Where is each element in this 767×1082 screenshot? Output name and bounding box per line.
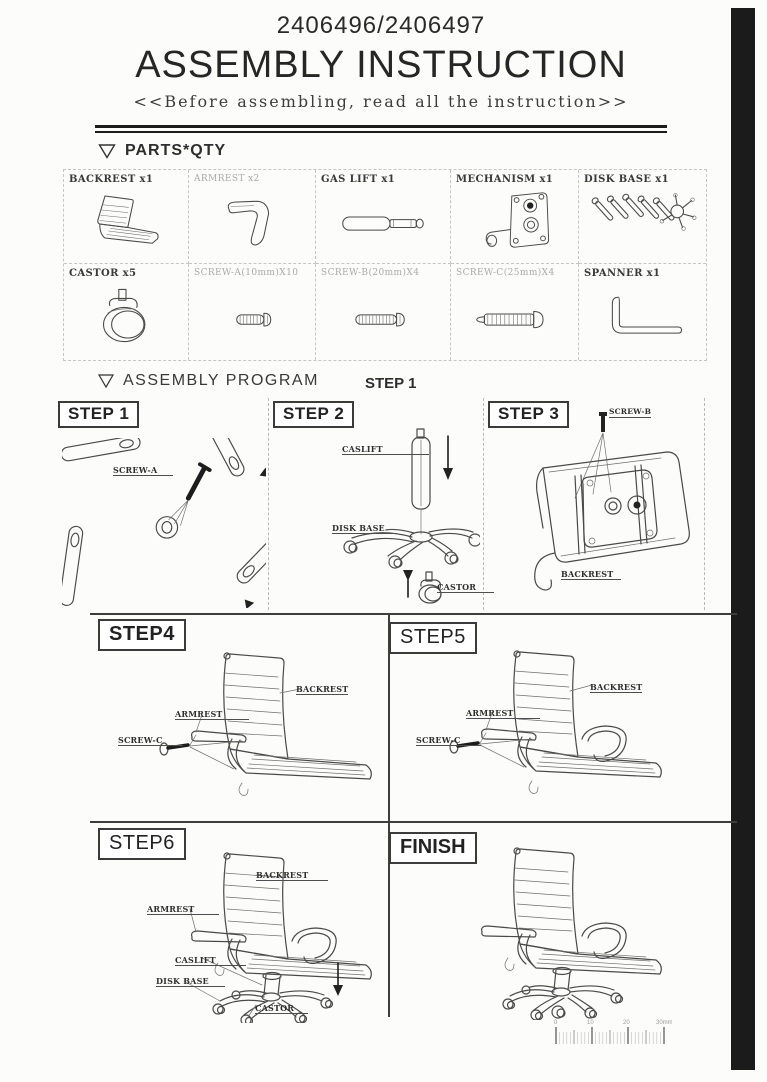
part-cell-screw-b: [316, 264, 451, 360]
parts-heading-label: PARTS*QTY: [125, 142, 227, 159]
header-rule-top: [95, 125, 667, 128]
ruler-tick-0: 0: [554, 1020, 558, 1026]
step6-box: STEP6: [98, 828, 186, 860]
part-cell-screw-a: [189, 264, 316, 360]
part-cell-gas-lift: [316, 170, 451, 264]
part-label: MECHANISM x1: [456, 174, 554, 185]
part-label: BACKREST x1: [69, 174, 154, 185]
assembly-heading-label: ASSEMBLY PROGRAM: [123, 372, 319, 389]
screw-a-part-icon: [193, 282, 311, 357]
castor-part-icon: [68, 282, 184, 357]
parts-table: [63, 169, 707, 361]
assembly-heading: [97, 372, 319, 390]
ruler-tick-30: 30mm: [656, 1020, 672, 1026]
step5-box: STEP5: [389, 622, 477, 654]
page-title: ASSEMBLY INSTRUCTION: [135, 44, 627, 86]
step3-screw-label: SCREW-B: [609, 407, 652, 416]
part-label: GAS LIFT x1: [321, 174, 396, 185]
grid-line-horizontal: [90, 821, 737, 823]
header-rule-bottom: [95, 131, 667, 133]
page-subtitle: <<Before assembling, read all the instruction>>: [133, 92, 629, 111]
step4-armrest-label: ARMREST: [175, 710, 249, 720]
triangle-down-icon: [97, 373, 115, 389]
ruler-tick-20: 20: [623, 1020, 630, 1026]
step-row-divider: [268, 398, 269, 610]
ruler-tick-10: 10: [587, 1020, 594, 1026]
step-row-divider: [483, 398, 484, 610]
part-label: SCREW-B(20mm)X4: [321, 268, 420, 278]
step4-screw-label: SCREW-C: [118, 736, 183, 746]
mechanism-part-icon: [455, 188, 574, 260]
part-cell-backrest: [64, 170, 189, 264]
armrest-part-icon: [193, 188, 311, 260]
step2-box: STEP 2: [273, 401, 354, 428]
part-cell-spanner: [579, 264, 706, 360]
part-label: SCREW-A(10mm)X10: [194, 268, 299, 278]
step1-illustration: [62, 438, 266, 613]
part-cell-screw-c: [451, 264, 579, 360]
finish-illustration: [420, 840, 670, 1025]
step4-illustration: [130, 645, 380, 820]
step6-illustration: [130, 845, 380, 1028]
part-label: SPANNER x1: [584, 268, 661, 279]
scale-ruler: [552, 1016, 672, 1051]
step3-box: STEP 3: [488, 401, 569, 428]
screw-b-part-icon: [320, 282, 446, 357]
step4-box: STEP4: [98, 619, 186, 651]
parts-heading: [97, 142, 226, 160]
step5-armrest-label: ARMREST: [466, 709, 540, 719]
part-label: CASTOR x5: [69, 268, 137, 279]
step6-castor-label: CASTOR: [255, 1004, 308, 1014]
step2-caslift-label: CASLIFT: [342, 445, 429, 455]
part-label: ARMREST x2: [194, 174, 260, 184]
part-label: DISK BASE x1: [584, 174, 670, 185]
header-step-label: STEP 1: [365, 375, 417, 392]
step1-box: STEP 1: [58, 401, 139, 428]
step5-backrest-label: BACKREST: [590, 682, 643, 692]
screw-c-part-icon: [455, 282, 574, 357]
step6-backrest-label: BACKREST: [256, 871, 328, 881]
step2-diskbase-label: DISK BASE: [332, 524, 397, 534]
part-cell-disk-base: [579, 170, 706, 264]
spanner-part-icon: [583, 282, 702, 357]
step1-screw-label: SCREW-A: [113, 466, 173, 476]
scan-edge-bar: [731, 8, 755, 1070]
finish-box: FINISH: [389, 832, 477, 864]
grid-line-horizontal: [90, 613, 737, 615]
product-number: 2406496/2406497: [276, 12, 486, 39]
step6-diskbase-label: DISK BASE: [156, 977, 225, 987]
part-cell-mechanism: [451, 170, 579, 264]
part-cell-castor: [64, 264, 189, 360]
backrest-part-icon: [68, 188, 184, 260]
step6-armrest-label: ARMREST: [147, 905, 219, 915]
step6-caslift-label: CASLIFT: [175, 956, 246, 966]
step4-backrest-label: BACKREST: [296, 684, 349, 694]
step3-backrest-label: BACKREST: [561, 570, 621, 580]
step5-illustration: [420, 643, 670, 818]
disk-base-part-icon: [583, 188, 702, 260]
grid-line-vertical: [388, 613, 390, 1017]
gas-lift-part-icon: [320, 188, 446, 260]
part-label: SCREW-C(25mm)X4: [456, 268, 555, 278]
triangle-down-icon: [97, 143, 117, 160]
step5-screw-label: SCREW-C: [416, 736, 481, 746]
part-cell-armrest: [189, 170, 316, 264]
step2-castor-label: CASTOR: [437, 583, 494, 593]
